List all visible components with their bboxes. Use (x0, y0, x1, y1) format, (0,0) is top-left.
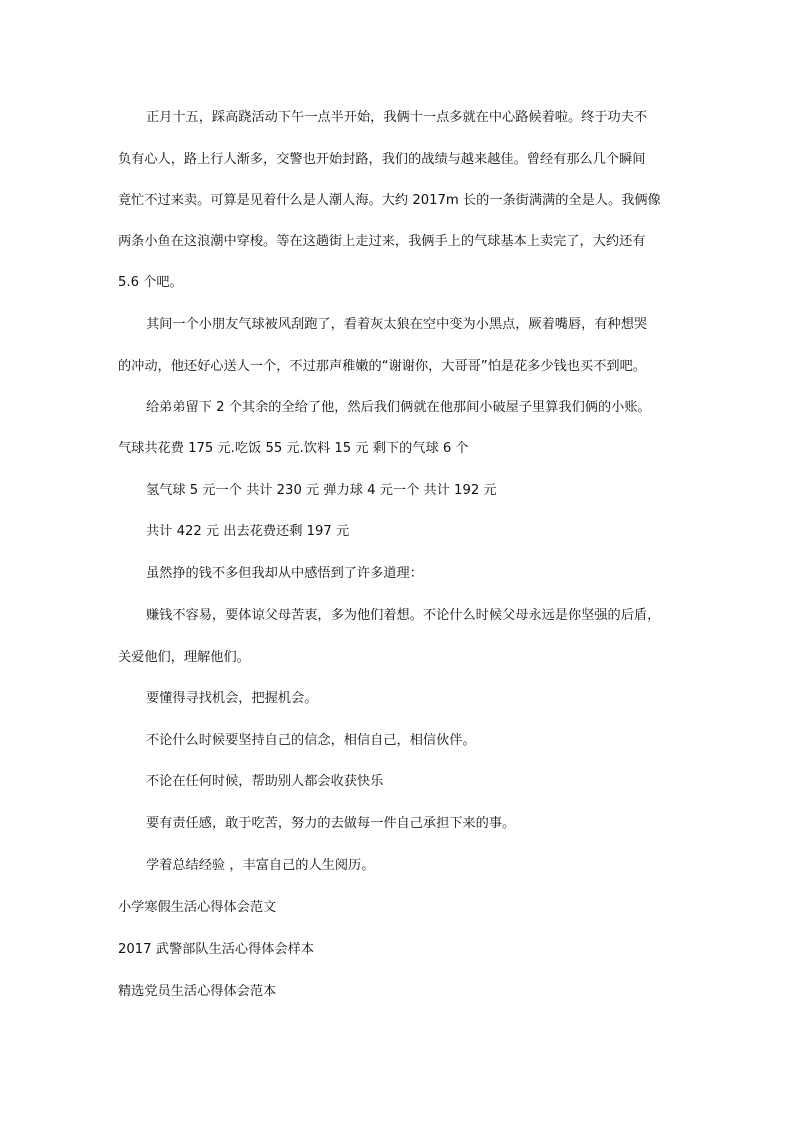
paragraph-6: 虽然挣的钱不多但我却从中感悟到了许多道理： (146, 566, 423, 581)
related-link-2[interactable]: 2017 武警部队生活心得体会样本 (118, 942, 315, 957)
paragraph-10: 不论在任何时候，帮助别人都会收获快乐 (146, 774, 384, 789)
paragraph-1-line-5: 5.6 个吧。 (118, 275, 183, 290)
paragraph-2-line-1: 其间一个小朋友气球被风刮跑了，看着灰太狼在空中变为小黑点，厥着嘴唇，有种想哭 (146, 317, 648, 332)
paragraph-7-line-2: 关爱他们，理解他们。 (118, 650, 250, 665)
paragraph-2-line-2: 的冲动，他还好心送人一个，不过那声稚嫩的“谢谢你，大哥哥”怕是花多少钱也买不到吧。 (118, 359, 646, 374)
paragraph-1-line-1: 正月十五，踩高跷活动下午一点半开始，我俩十一点多就在中心路候着啦。终于功夫不 (146, 110, 648, 125)
paragraph-3-line-2: 气球共花费 175 元.吃饭 55 元.饮料 15 元 剩下的气球 6 个 (118, 441, 469, 456)
paragraph-1-line-2: 负有心人，路上行人渐多，交警也开始封路，我们的战绩与越来越佳。曾经有那么几个瞬间 (118, 152, 646, 167)
paragraph-4: 氢气球 5 元一个 共计 230 元 弹力球 4 元一个 共计 192 元 (146, 483, 497, 498)
paragraph-8: 要懂得寻找机会，把握机会。 (146, 691, 318, 706)
paragraph-7-line-1: 赚钱不容易，要体谅父母苦衷，多为他们着想。不论什么时候父母永远是你坚强的后盾， (146, 608, 661, 623)
paragraph-1-line-3: 竟忙不过来卖。可算是见着什么是人潮人海。大约 2017m 长的一条街满满的全是人。我俩像 (118, 193, 661, 208)
paragraph-1-line-4: 两条小鱼在这浪潮中穿梭。等在这趟街上走过来，我俩手上的气球基本上卖完了，大约还有 (118, 234, 646, 249)
related-link-3[interactable]: 精选党员生活心得体会范本 (118, 984, 277, 999)
paragraph-12: 学着总结经验 ，丰富自己的人生阅历。 (146, 858, 375, 873)
paragraph-5: 共计 422 元 出去花费还剩 197 元 (146, 524, 350, 539)
paragraph-9: 不论什么时候要坚持自己的信念，相信自己，相信伙伴。 (146, 733, 476, 748)
paragraph-3-line-1: 给弟弟留下 2 个其余的全给了他，然后我们俩就在他那间小破屋子里算我们俩的小账。 (146, 400, 651, 415)
related-link-1[interactable]: 小学寒假生活心得体会范文 (118, 900, 277, 915)
paragraph-11: 要有责任感，敢于吃苦，努力的去做每一件自己承担下来的事。 (146, 816, 516, 831)
